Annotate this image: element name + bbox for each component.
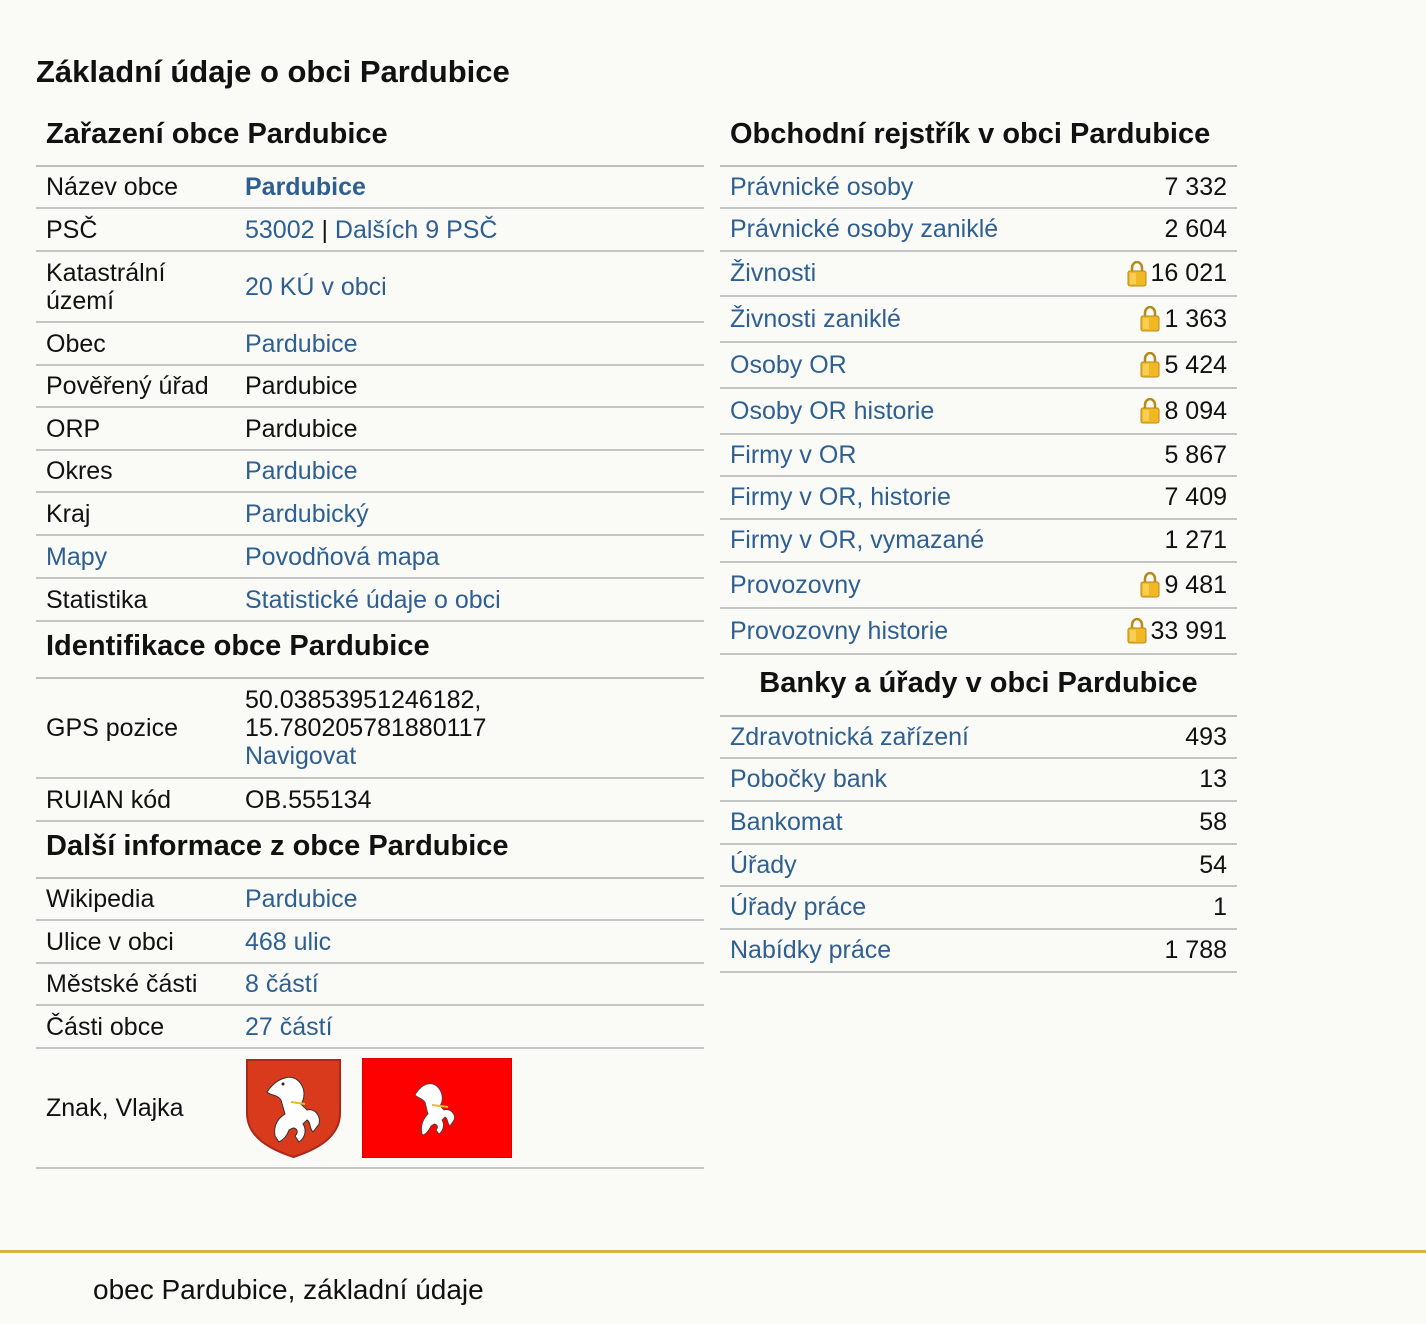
link-wikipedia[interactable]: Pardubice	[245, 885, 358, 913]
count-firmy-v-or-historie: 7 409	[1164, 483, 1227, 511]
table-row-okres	[36, 451, 704, 493]
count-pobocky-bank: 13	[1199, 765, 1227, 793]
count-urady: 54	[1199, 850, 1227, 879]
list-item	[720, 435, 1237, 477]
label-psc: PSČ	[46, 215, 98, 244]
link-osoby-or-historie[interactable]: Osoby OR historie	[730, 396, 935, 425]
table-row-mestske-casti	[36, 964, 704, 1006]
page-title: Základní údaje o obci Pardubice	[36, 54, 510, 89]
link-zdravotnicka-zarizeni[interactable]: Zdravotnická zařízení	[730, 722, 969, 751]
gps-latitude: 50.03853951246182,	[245, 686, 482, 714]
table-row-nazev	[36, 167, 704, 209]
link-mapy[interactable]: Mapy	[46, 542, 108, 571]
table-row-statistika	[36, 579, 704, 622]
link-navigovat[interactable]: Navigovat	[245, 742, 357, 770]
flag-icon[interactable]	[362, 1058, 512, 1158]
section-heading-banky: Banky a úřady v obci Pardubice	[720, 655, 1237, 717]
table-row-znak-vlajka	[36, 1049, 704, 1169]
count-zdravotnicka-zarizeni: 493	[1185, 722, 1227, 751]
list-item	[720, 209, 1237, 252]
link-dalsi-psc[interactable]: Dalších 9 PSČ	[334, 215, 498, 244]
footer-divider	[0, 1250, 1426, 1253]
label-obec: Obec	[46, 329, 106, 358]
link-casti-obce[interactable]: 27 částí	[245, 1012, 333, 1041]
link-nazev-obce[interactable]: Pardubice	[245, 173, 366, 201]
link-bankomat[interactable]: Bankomat	[730, 808, 843, 836]
count-bankomat: 58	[1199, 808, 1227, 836]
lock-icon	[1127, 261, 1147, 287]
lock-icon	[1140, 306, 1160, 332]
label-mestske-casti: Městské části	[46, 970, 198, 998]
list-item	[720, 609, 1237, 655]
lock-icon	[1140, 572, 1160, 598]
section-heading-identifikace: Identifikace obce Pardubice	[36, 622, 704, 679]
count-zivnosti: 16 021	[1150, 259, 1227, 287]
gps-longitude: 15.780205781880117	[245, 714, 487, 742]
lock-icon	[1127, 618, 1147, 644]
table-row-orp	[36, 408, 704, 451]
label-casti-obce: Části obce	[46, 1012, 165, 1041]
section-heading-rejstrik: Obchodní rejstřík v obci Pardubice	[720, 110, 1237, 167]
label-kraj: Kraj	[46, 499, 91, 528]
list-item	[720, 167, 1237, 209]
label-katastralni-uzemi	[36, 259, 245, 315]
count-provozovny-historie: 33 991	[1150, 616, 1227, 645]
link-kraj[interactable]: Pardubický	[245, 499, 369, 528]
table-row-wikipedia	[36, 879, 704, 921]
label-wikipedia: Wikipedia	[46, 885, 155, 913]
link-urady[interactable]: Úřady	[730, 850, 797, 879]
link-osoby-or[interactable]: Osoby OR	[730, 350, 847, 379]
table-row-katastralni-uzemi	[36, 252, 704, 323]
label-ulice: Ulice v obci	[46, 927, 174, 956]
count-pravnicke-osoby-zanikle: 2 604	[1164, 215, 1227, 243]
count-urady-prace: 1	[1213, 893, 1227, 921]
label-okres: Okres	[46, 457, 113, 485]
right-column	[720, 110, 1237, 973]
section-heading-zarazeni: Zařazení obce Pardubice	[36, 110, 704, 167]
table-row-kraj	[36, 493, 704, 536]
table-row-psc	[36, 209, 704, 252]
list-item	[720, 389, 1237, 435]
list-item	[720, 845, 1237, 887]
list-item	[720, 802, 1237, 845]
table-row-mapy	[36, 536, 704, 579]
list-item	[720, 252, 1237, 297]
count-pravnicke-osoby: 7 332	[1164, 172, 1227, 201]
link-firmy-v-or[interactable]: Firmy v OR	[730, 440, 857, 469]
label-ku-line1: Katastrální	[46, 258, 166, 287]
link-firmy-v-or-historie[interactable]: Firmy v OR, historie	[730, 483, 951, 511]
link-firmy-v-or-vymazane[interactable]: Firmy v OR, vymazané	[730, 526, 985, 554]
count-firmy-v-or-vymazane: 1 271	[1164, 526, 1227, 554]
count-provozovny: 9 481	[1164, 570, 1227, 599]
lock-icon	[1140, 398, 1160, 424]
link-pobocky-bank[interactable]: Pobočky bank	[730, 765, 888, 793]
label-nazev: Název obce	[46, 173, 179, 201]
list-item	[720, 520, 1237, 563]
table-row-povereny-urad	[36, 366, 704, 408]
footer-text: obec Pardubice, základní údaje	[93, 1274, 484, 1305]
label-znak-vlajka: Znak, Vlajka	[46, 1094, 184, 1122]
lock-icon	[1140, 352, 1160, 378]
left-column	[36, 110, 704, 1169]
link-zivnosti[interactable]: Živnosti	[730, 259, 817, 287]
value-povereny-urad: Pardubice	[245, 372, 358, 400]
list-item	[720, 563, 1237, 609]
coat-of-arms-icon[interactable]	[245, 1058, 342, 1158]
count-osoby-or: 5 424	[1164, 350, 1227, 379]
link-obec[interactable]: Pardubice	[245, 329, 358, 358]
table-row-gps	[36, 679, 704, 779]
link-ulice[interactable]: 468 ulic	[245, 927, 332, 956]
count-firmy-v-or: 5 867	[1164, 440, 1227, 469]
table-row-casti-obce	[36, 1006, 704, 1049]
link-pravnicke-osoby[interactable]: Právnické osoby	[730, 172, 914, 201]
list-item	[720, 887, 1237, 930]
table-row-obec	[36, 323, 704, 366]
count-osoby-or-historie: 8 094	[1164, 396, 1227, 425]
label-orp: ORP	[46, 414, 101, 443]
count-nabidky-prace: 1 788	[1164, 936, 1227, 964]
count-zivnosti-zanikle: 1 363	[1164, 304, 1227, 333]
list-item	[720, 759, 1237, 802]
label-ku-line2: území	[46, 286, 115, 315]
link-pravnicke-osoby-zanikle[interactable]: Právnické osoby zaniklé	[730, 215, 999, 243]
link-urady-prace[interactable]: Úřady práce	[730, 893, 867, 921]
list-item	[720, 717, 1237, 759]
list-item	[720, 477, 1237, 520]
link-nabidky-prace[interactable]: Nabídky práce	[730, 936, 892, 964]
value-ruian: OB.555134	[245, 785, 372, 814]
label-gps: GPS pozice	[46, 714, 179, 742]
link-psc[interactable]: 53002	[245, 215, 315, 244]
label-ruian: RUIAN kód	[46, 785, 172, 814]
link-mestske-casti[interactable]: 8 částí	[245, 970, 319, 998]
link-zivnosti-zanikle[interactable]: Živnosti zaniklé	[730, 304, 901, 333]
link-katastralni-uzemi[interactable]: 20 KÚ v obci	[245, 272, 387, 301]
psc-separator: |	[314, 215, 335, 244]
list-item	[720, 343, 1237, 389]
label-statistika: Statistika	[46, 585, 148, 614]
banky-list	[720, 717, 1237, 973]
link-povodnova-mapa[interactable]: Povodňová mapa	[245, 542, 440, 571]
label-povereny-urad: Pověřený úřad	[46, 372, 209, 400]
list-item	[720, 930, 1237, 973]
table-row-ulice	[36, 921, 704, 964]
section-heading-dalsi: Další informace z obce Pardubice	[36, 822, 704, 879]
link-okres[interactable]: Pardubice	[245, 457, 358, 485]
list-item	[720, 297, 1237, 343]
table-row-ruian	[36, 779, 704, 822]
link-provozovny-historie[interactable]: Provozovny historie	[730, 616, 949, 645]
link-provozovny[interactable]: Provozovny	[730, 570, 861, 599]
rejstrik-list	[720, 167, 1237, 655]
link-statisticke-udaje[interactable]: Statistické údaje o obci	[245, 585, 501, 614]
value-orp: Pardubice	[245, 414, 358, 443]
